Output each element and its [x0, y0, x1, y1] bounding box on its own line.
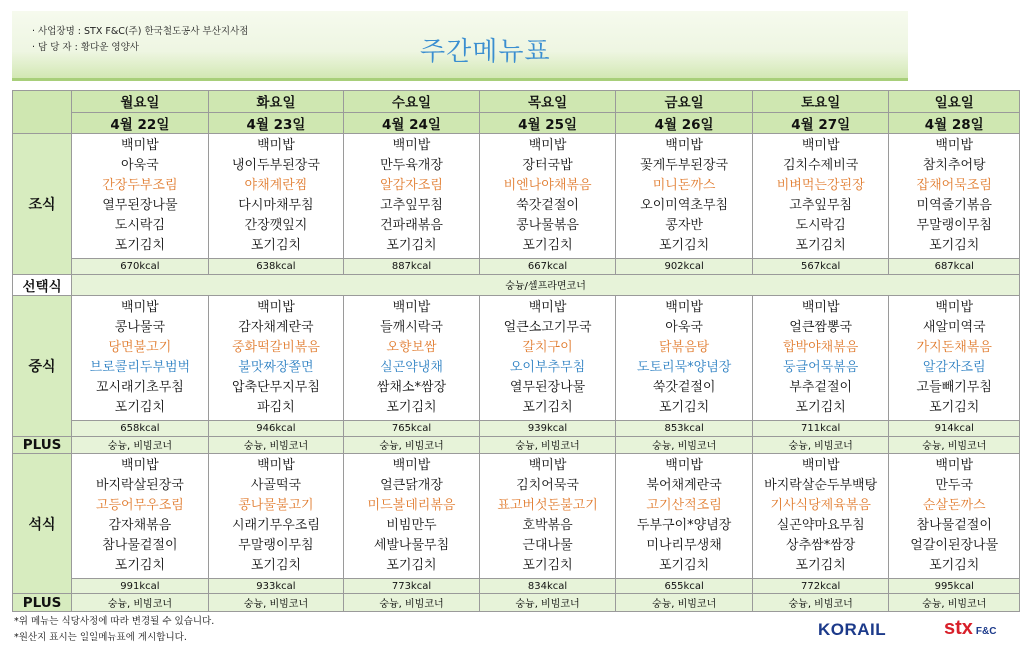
menu-item: 포기김치 — [522, 558, 573, 573]
menu-item: 포기김치 — [795, 558, 846, 573]
menu-item: 고추잎무침 — [789, 198, 853, 214]
footnote: *원산지 표시는 일일메뉴표에 게시합니다. — [14, 632, 187, 643]
date-header-row — [13, 112, 1020, 134]
menu-item: 시래기무우조림 — [231, 518, 320, 533]
kcal-cell: 655kcal — [616, 578, 753, 593]
kcal-cell: 914kcal — [889, 421, 1020, 436]
plus-cell: 숭늉, 비빔코너 — [889, 436, 1020, 454]
choice-label: 선택식 — [13, 274, 72, 296]
date-header: 4월 23일 — [208, 112, 344, 134]
menu-item: 백미밥 — [257, 458, 295, 473]
menu-item: 백미밥 — [121, 300, 159, 316]
plus-cell: 숭늉, 비빔코너 — [72, 594, 209, 612]
stx-logo-sub: F&C — [975, 626, 997, 637]
menu-item: 꼬시래기초무침 — [95, 380, 184, 396]
menu-item: 콩나물국 — [114, 320, 165, 336]
menu-item: 김치어묵국 — [516, 478, 579, 493]
date-header: 4월 25일 — [479, 112, 616, 134]
menu-item: 사골떡국 — [250, 478, 302, 493]
menu-item: 백미밥 — [528, 458, 567, 473]
menu-item: 새알미역국 — [922, 320, 986, 336]
kcal-cell: 902kcal — [616, 259, 753, 274]
header-banner — [12, 11, 908, 81]
menu-cell — [479, 134, 616, 259]
menu-item: 백미밥 — [935, 300, 974, 316]
menu-item: 콩나물불고기 — [238, 498, 314, 513]
kcal-cell: 658kcal — [72, 421, 209, 436]
plus1-label: PLUS — [13, 436, 72, 454]
menu-item: 아욱국 — [665, 320, 703, 336]
day-header: 일요일 — [889, 91, 1020, 113]
breakfast-label: 조식 — [13, 134, 72, 274]
menu-item: 참치추어탕 — [922, 158, 986, 174]
date-header: 4월 28일 — [889, 112, 1020, 134]
date-header: 4월 24일 — [344, 112, 480, 134]
plus-cell: 숭늉, 비빔코너 — [752, 436, 889, 454]
menu-item: 백미밥 — [257, 138, 295, 154]
menu-item: 무말랭이무침 — [916, 218, 992, 234]
menu-item: 실곤약냉채 — [380, 360, 443, 376]
menu-item: 백미밥 — [935, 458, 974, 473]
menu-item: 장터국밥 — [522, 158, 573, 174]
menu-item: 포기김치 — [386, 400, 437, 416]
menu-item: 포기김치 — [795, 400, 846, 416]
menu-item: 간장깻잎지 — [244, 218, 308, 234]
plus2-row — [13, 594, 1020, 612]
menu-item: 표고버섯돈불고기 — [497, 498, 598, 513]
plus-cell: 숭늉, 비빔코너 — [616, 594, 753, 612]
choice-row — [13, 274, 1020, 296]
plus-cell: 숭늉, 비빔코너 — [479, 436, 616, 454]
menu-item: 야채계란찜 — [244, 178, 308, 194]
menu-item: 불맛짜장쫄면 — [238, 360, 314, 376]
menu-item: 백미밥 — [121, 138, 159, 154]
menu-item: 미역줄기볶음 — [916, 198, 992, 214]
kcal-cell: 834kcal — [479, 578, 616, 593]
kcal-cell: 887kcal — [344, 259, 480, 274]
menu-item: 백미밥 — [528, 300, 567, 316]
choice-text: 숭늉/셀프라면코너 — [72, 274, 1020, 296]
lunch-menu-row — [13, 296, 1020, 421]
menu-cell — [344, 296, 480, 421]
menu-cell — [889, 296, 1020, 421]
plus-cell: 숭늉, 비빔코너 — [344, 436, 480, 454]
header-info — [32, 24, 248, 56]
menu-item: 콩자반 — [665, 218, 703, 234]
menu-item: 건파래볶음 — [380, 218, 443, 234]
menu-item: 백미밥 — [801, 300, 840, 316]
menu-item: 바지락살된장국 — [95, 478, 184, 493]
stx-logo — [944, 617, 996, 640]
menu-item: 미나리무생채 — [646, 538, 722, 553]
menu-item: 포기김치 — [522, 238, 573, 254]
day-header: 토요일 — [752, 91, 889, 113]
menu-item: 무말랭이무침 — [238, 538, 314, 553]
menu-item: 백미밥 — [392, 458, 431, 473]
dinner-menu-row — [13, 454, 1020, 579]
kcal-cell: 687kcal — [889, 259, 1020, 274]
menu-item: 두부구이*양념장 — [636, 518, 732, 533]
kcal-cell: 853kcal — [616, 421, 753, 436]
menu-item: 포기김치 — [522, 400, 573, 416]
menu-item: 도토리묵*양념장 — [636, 360, 732, 376]
day-header-row — [13, 91, 1020, 113]
menu-item: 잡채어묵조림 — [916, 178, 992, 194]
menu-item: 당면불고기 — [108, 340, 172, 356]
menu-item: 포기김치 — [929, 238, 980, 254]
menu-item: 고등어무우조림 — [95, 498, 184, 513]
menu-cell — [616, 296, 753, 421]
menu-item: 백미밥 — [528, 138, 567, 154]
korail-logo — [818, 620, 886, 640]
footnotes — [14, 614, 214, 646]
plus-cell: 숭늉, 비빔코너 — [344, 594, 480, 612]
menu-item: 쌈채소*쌈장 — [376, 380, 447, 396]
plus-cell: 숭늉, 비빔코너 — [208, 594, 344, 612]
menu-item: 둥글어묵볶음 — [782, 360, 859, 376]
lunch-label: 중식 — [13, 296, 72, 436]
menu-item: 들깨시락국 — [380, 320, 443, 336]
menu-item: 가지돈채볶음 — [916, 340, 992, 356]
menu-item: 알감자조림 — [922, 360, 986, 376]
menu-item: 비엔나야채볶음 — [503, 178, 592, 194]
menu-item: 포기김치 — [386, 238, 437, 254]
menu-item: 열무된장나물 — [509, 380, 586, 396]
plus1-row — [13, 436, 1020, 454]
kcal-cell: 711kcal — [752, 421, 889, 436]
menu-item: 비빔만두 — [386, 518, 437, 533]
kcal-cell: 765kcal — [344, 421, 480, 436]
menu-item: 오향보쌈 — [386, 340, 437, 356]
menu-item: 알감자조림 — [380, 178, 443, 194]
menu-item: 포기김치 — [250, 558, 302, 573]
kcal-cell: 939kcal — [479, 421, 616, 436]
plus-cell: 숭늉, 비빔코너 — [616, 436, 753, 454]
day-header: 수요일 — [344, 91, 480, 113]
menu-item: 북어채계란국 — [646, 478, 722, 493]
kcal-cell: 772kcal — [752, 578, 889, 593]
menu-item: 백미밥 — [392, 138, 431, 154]
menu-cell — [479, 454, 616, 579]
menu-item: 중화떡갈비볶음 — [231, 340, 320, 356]
breakfast-kcal-row — [13, 259, 1020, 274]
menu-item: 참나물겉절이 — [916, 518, 992, 533]
menu-item: 포기김치 — [114, 558, 165, 573]
menu-item: 호박볶음 — [522, 518, 573, 533]
menu-item: 포기김치 — [929, 400, 980, 416]
menu-item: 미드볼데리볶음 — [367, 498, 456, 513]
menu-item: 포기김치 — [929, 558, 980, 573]
menu-item: 부추겉절이 — [789, 380, 853, 396]
menu-item: 쑥갓겉절이 — [652, 380, 716, 396]
menu-item: 바지락살순두부백탕 — [764, 478, 878, 493]
menu-item: 백미밥 — [392, 300, 431, 316]
plus2-label: PLUS — [13, 594, 72, 612]
menu-cell — [752, 454, 889, 579]
plus-cell: 숭늉, 비빔코너 — [752, 594, 889, 612]
menu-item: 기사식당제육볶음 — [770, 498, 871, 513]
menu-item: 비벼먹는강된장 — [776, 178, 865, 194]
kcal-cell: 995kcal — [889, 578, 1020, 593]
menu-cell — [208, 454, 344, 579]
menu-cell — [616, 454, 753, 579]
korail-logo-text: KORAIL — [818, 620, 887, 639]
menu-item: 포기김치 — [114, 400, 165, 416]
menu-cell — [208, 134, 344, 259]
day-header: 목요일 — [479, 91, 616, 113]
menu-item: 쑥갓겉절이 — [516, 198, 579, 214]
plus-cell: 숭늉, 비빔코너 — [889, 594, 1020, 612]
menu-item: 포기김치 — [386, 558, 437, 573]
plus-cell: 숭늉, 비빔코너 — [208, 436, 344, 454]
menu-item: 오이미역초무침 — [640, 198, 729, 214]
menu-item: 근대나물 — [522, 538, 573, 553]
menu-item: 다시마채무침 — [238, 198, 314, 214]
menu-item: 상추쌈*쌈장 — [786, 538, 856, 553]
menu-item: 참나물겉절이 — [102, 538, 178, 553]
menu-cell — [72, 296, 209, 421]
menu-item: 고추잎무침 — [380, 198, 443, 214]
menu-item: 미니돈까스 — [652, 178, 716, 194]
menu-item: 아욱국 — [121, 158, 159, 174]
footnote: *위 메뉴는 식당사정에 따라 변경될 수 있습니다. — [14, 616, 215, 627]
menu-cell — [752, 296, 889, 421]
header-corner — [13, 91, 72, 134]
menu-item: 냉이두부된장국 — [231, 158, 320, 174]
menu-item: 백미밥 — [121, 458, 159, 473]
kcal-cell: 670kcal — [72, 259, 209, 274]
kcal-cell: 567kcal — [752, 259, 889, 274]
stx-logo-text: stx — [944, 617, 973, 639]
menu-item: 도시락김 — [114, 218, 165, 234]
menu-item: 얼큰닭개장 — [380, 478, 443, 493]
menu-item: 포기김치 — [795, 238, 846, 254]
menu-item: 갈치구이 — [522, 340, 573, 356]
menu-item: 브로콜리두부범벅 — [89, 360, 191, 376]
menu-item: 포기김치 — [114, 238, 165, 254]
dinner-label: 석식 — [13, 454, 72, 594]
menu-item: 백미밥 — [935, 138, 974, 154]
menu-item: 얼큰짬뽕국 — [789, 320, 853, 336]
menu-cell — [889, 454, 1020, 579]
menu-item: 고기산적조림 — [646, 498, 722, 513]
menu-cell — [752, 134, 889, 259]
day-header: 월요일 — [72, 91, 209, 113]
kcal-cell: 638kcal — [208, 259, 344, 274]
menu-item: 포기김치 — [658, 400, 710, 416]
menu-item: 백미밥 — [665, 300, 703, 316]
plus-cell: 숭늉, 비빔코너 — [479, 594, 616, 612]
menu-item: 얼갈이된장나물 — [910, 538, 999, 553]
menu-item: 꽃게두부된장국 — [640, 158, 729, 174]
menu-item: 감자채계란국 — [238, 320, 314, 336]
menu-item: 김치수제비국 — [782, 158, 859, 174]
menu-item: 포기김치 — [658, 238, 710, 254]
menu-item: 만두국 — [935, 478, 974, 493]
menu-item: 만두육개장 — [380, 158, 443, 174]
date-header: 4월 22일 — [72, 112, 209, 134]
kcal-cell: 946kcal — [208, 421, 344, 436]
day-header: 화요일 — [208, 91, 344, 113]
kcal-cell: 667kcal — [479, 259, 616, 274]
menu-cell — [208, 296, 344, 421]
menu-item: 백미밥 — [801, 138, 840, 154]
menu-item: 오이부추무침 — [509, 360, 586, 376]
menu-cell — [344, 134, 480, 259]
menu-cell — [72, 454, 209, 579]
menu-cell — [616, 134, 753, 259]
menu-item: 백미밥 — [665, 458, 703, 473]
menu-item: 감자채볶음 — [108, 518, 172, 533]
lunch-kcal-row — [13, 421, 1020, 436]
dinner-kcal-row — [13, 578, 1020, 593]
day-header: 금요일 — [616, 91, 753, 113]
menu-item: 합박야채볶음 — [782, 340, 859, 356]
date-header: 4월 27일 — [752, 112, 889, 134]
menu-item: 콩나물볶음 — [516, 218, 579, 234]
menu-item: 열무된장나물 — [102, 198, 178, 214]
menu-cell — [479, 296, 616, 421]
menu-item: 도시락김 — [795, 218, 846, 234]
business-name: · 사업장명 : STX F&C(주) 한국철도공사 부산지사점 — [32, 26, 249, 37]
weekly-menu-table — [12, 90, 1020, 612]
menu-item: 간장두부조림 — [102, 178, 178, 194]
menu-cell — [344, 454, 480, 579]
menu-item: 세발나물무침 — [373, 538, 450, 553]
menu-item: 백미밥 — [665, 138, 703, 154]
menu-cell — [72, 134, 209, 259]
menu-item: 실곤약마요무침 — [776, 518, 865, 533]
manager-name: · 담 당 자 : 황다운 영양사 — [32, 42, 139, 53]
menu-item: 압축단무지무침 — [231, 380, 320, 396]
page-title: 주간메뉴표 — [420, 37, 551, 67]
menu-item: 백미밥 — [801, 458, 840, 473]
plus-cell: 숭늉, 비빔코너 — [72, 436, 209, 454]
menu-item: 얼큰소고기무국 — [503, 320, 592, 336]
menu-cell — [889, 134, 1020, 259]
kcal-cell: 991kcal — [72, 578, 209, 593]
menu-item: 포기김치 — [250, 238, 302, 254]
menu-item: 고들빼기무침 — [916, 380, 992, 396]
date-header: 4월 26일 — [616, 112, 753, 134]
menu-item: 포기김치 — [658, 558, 710, 573]
kcal-cell: 773kcal — [344, 578, 480, 593]
menu-item: 백미밥 — [257, 300, 295, 316]
menu-item: 닭볶음탕 — [658, 340, 710, 356]
menu-item: 순살돈까스 — [922, 498, 986, 513]
breakfast-menu-row — [13, 134, 1020, 259]
menu-item: 파김치 — [257, 400, 295, 416]
kcal-cell: 933kcal — [208, 578, 344, 593]
